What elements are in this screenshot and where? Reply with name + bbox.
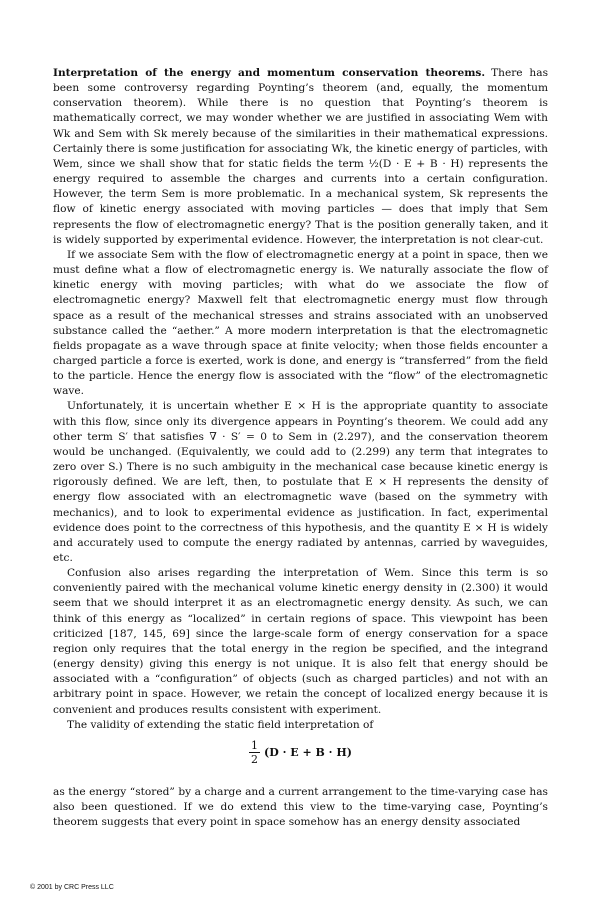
paragraph-4: Confusion also arises regarding the interpretation of Wem. Since this term is so conveniently paired with the mechanical volume kinetic energy density in (2.300) it would seem that we should interpret it as an electromagnetic energy density. As such, we can think of this energy as “localized” in certain regions of space. This viewpoint has been criticized [187, 145, 69] since the large-scale form of energy conservation for a space region only requires that the total energy in the region be specified, and the integrand (energy density) giving this energy is not unique. It is also felt that energy should be associated with a “configuration” of objects (such as charged particles) and not with an arbitrary point in space. However, we retain the concept of localized energy because it is convenient and produces results consistent with experiment. <box>53 567 548 716</box>
equation-denominator: 2 <box>251 752 259 766</box>
paragraph-3: Unfortunately, it is uncertain whether E × H is the appropriate quantity to associate with this flow, since only its divergence appears in Poynting’s theorem. We could add any other term S′ that satisfies ∇ · S′ = 0 to Sem in (2.297), and the conservation theorem would be unchanged. (Equivalently, we could add to (2.299) any term that integrates to zero over S.) There is no such ambiguity in the mechanical case because kinetic energy is rigorously defined. We are left, then, to postulate that E × H represents the density of energy flow associated with an electromagnetic wave (based on the symmetry with mechanics), and to look to experimental evidence as justification. In fact, experimental evidence does point to the correctness of this hypothesis, and the quantity E × H is widely and accurately used to compute the energy radiated by antennas, carried by waveguides, etc. <box>53 400 548 564</box>
section-heading: Interpretation of the energy and momentum conservation theorems. <box>53 67 486 79</box>
copyright-footer: © 2001 by CRC Press LLC <box>30 884 114 891</box>
page-body <box>53 66 548 830</box>
equation-numerator: 1 <box>251 738 259 752</box>
paragraph-1 <box>53 66 548 248</box>
paragraph-1-text: There has been some controversy regarding Poynting’s theorem (and, equally, the momentum conservation theorem). While there is no question that Poynting’s theorem is mathematically correct, we may wonder whether we are justified in associating Wem with Wk and Sem with Sk merely because of the similarities in their mathematical expressions. Certainly there is some justification for associating Wk, the kinetic energy of particles, with Wem, since we shall show that for static fields the term ½(D · E + B · H) represents the energy required to assemble the charges and currents into a certain configuration. However, the term Sem is more problematic. In a mechanical system, Sk represents the flow of kinetic energy associated with moving particles — does that imply that Sem represents the flow of electromagnetic energy? That is the position generally taken, and it is widely supported by experimental evidence. However, the interpretation is not clear-cut. <box>53 67 549 246</box>
paragraph-2: If we associate Sem with the flow of electromagnetic energy at a point in space, then we must define what a flow of electromagnetic energy is. We naturally associate the flow of kinetic energy with moving particles; with what do we associate the flow of electromagnetic energy? Maxwell felt that electromagnetic energy must flow through space as a result of the mechanical stresses and strains associated with an unobserved substance called the “aether.” A more modern interpretation is that the electromagnetic fields propagate as a wave through space at finite velocity; when those fields encounter a charged particle a force is exerted, work is done, and energy is “transferred” from the field to the particle. Hence the energy flow is associated with the “flow” of the electromagnetic wave. <box>53 248 548 398</box>
paragraph-5: The validity of extending the static field interpretation of <box>67 718 374 731</box>
display-equation <box>53 739 548 781</box>
equation-body: (D · E + B · H) <box>264 745 352 759</box>
equation-fraction <box>249 739 260 766</box>
paragraph-6: as the energy “stored” by a charge and a current arrangement to the time-varying case has also been questioned. If we do extend this view to the time-varying case, Poynting’s theorem suggests that every point in space somehow has an energy density associated <box>53 785 548 829</box>
